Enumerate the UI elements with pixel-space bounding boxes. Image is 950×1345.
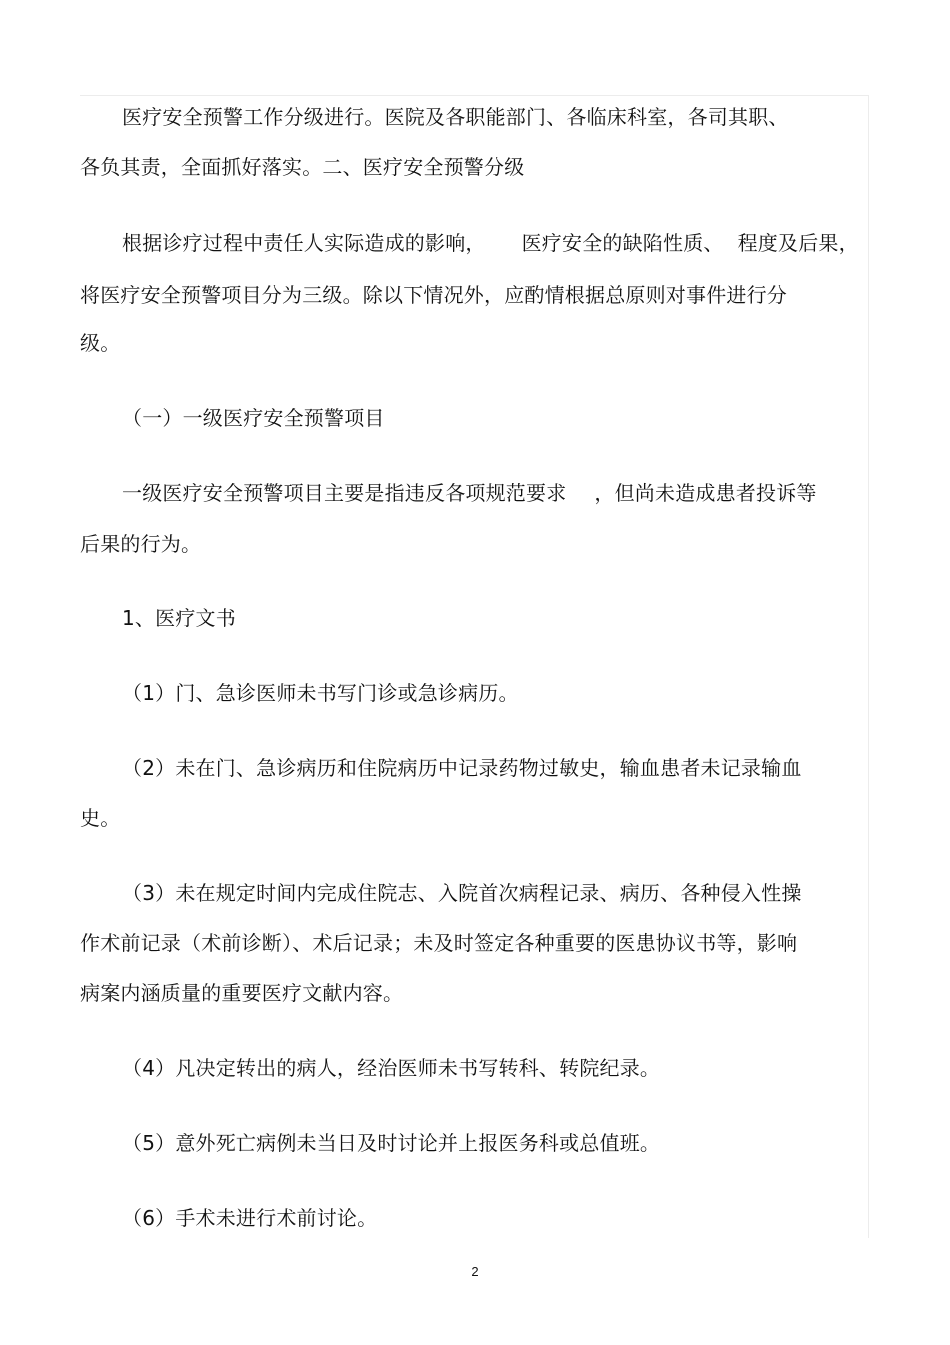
paragraph-line: 后果的行为。 bbox=[80, 532, 202, 556]
text-segment: 根据诊疗过程中责任人实际造成的影响， bbox=[122, 231, 486, 255]
list-item: （3）未在规定时间内完成住院志、入院首次病程记录、病历、各种侵入性操 bbox=[122, 881, 802, 905]
list-item: （5）意外死亡病例未当日及时讨论并上报医务科或总值班。 bbox=[122, 1131, 661, 1155]
paragraph-line: 将医疗安全预警项目分为三级。除以下情况外，应酌情根据总原则对事件进行分 bbox=[80, 283, 787, 307]
text-segment: ，但尚未造成患者投诉等 bbox=[594, 481, 817, 505]
paragraph-line: 医疗安全预警工作分级进行。医院及各职能部门、各临床科室，各司其职、 bbox=[122, 105, 789, 129]
text-segment: 一级医疗安全预警项目主要是指违反各项规范要求 bbox=[122, 481, 567, 505]
paragraph-line: 级。 bbox=[80, 331, 121, 355]
paragraph-line-composite bbox=[122, 479, 817, 507]
list-item-continuation: 作术前记录（术前诊断）、术后记录；未及时签定各种重要的医患协议书等，影响 bbox=[80, 931, 798, 955]
list-item: （2）未在门、急诊病历和住院病历中记录药物过敏史，输血患者未记录输血 bbox=[122, 756, 802, 780]
list-item-continuation: 史。 bbox=[80, 806, 121, 830]
paragraph-line: 各负其责，全面抓好落实。二、医疗安全预警分级 bbox=[80, 155, 525, 179]
list-item-continuation: 病案内涵质量的重要医疗文献内容。 bbox=[80, 981, 404, 1005]
subsection-heading: 1、医疗文书 bbox=[122, 606, 236, 630]
list-item: （1）门、急诊医师未书写门诊或急诊病历。 bbox=[122, 681, 519, 705]
page-number: 2 bbox=[471, 1264, 479, 1279]
section-heading: （一）一级医疗安全预警项目 bbox=[122, 406, 385, 430]
list-item: （6）手术未进行术前讨论。 bbox=[122, 1206, 378, 1230]
text-segment: 程度及后果， bbox=[737, 231, 859, 255]
text-segment: 医疗安全的缺陷性质、 bbox=[521, 231, 724, 255]
paragraph-line-composite bbox=[122, 229, 859, 257]
list-item: （4）凡决定转出的病人，经治医师未书写转科、转院纪录。 bbox=[122, 1056, 661, 1080]
